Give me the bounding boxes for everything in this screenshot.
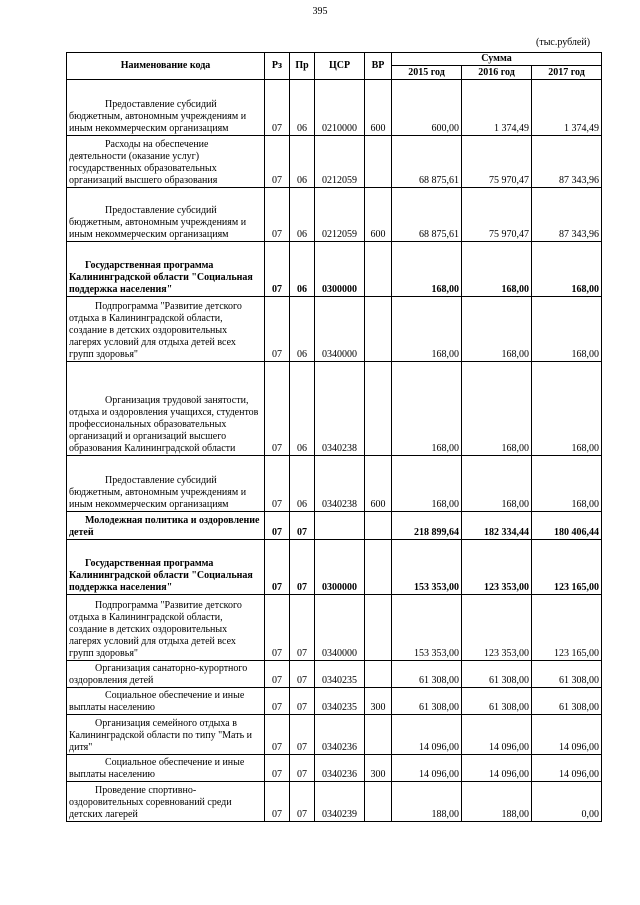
row-pr: 07: [290, 715, 315, 755]
row-csr: 0340235: [315, 688, 365, 715]
row-vr: [365, 595, 392, 661]
row-2017: 87 343,96: [532, 136, 602, 188]
row-pr: 07: [290, 595, 315, 661]
table-row: [67, 661, 602, 688]
row-rz: 07: [265, 782, 290, 822]
row-name: Социальное обеспечение и иные выплаты населению: [67, 688, 265, 715]
row-name: Молодежная политика и оздоровление детей: [67, 512, 265, 540]
row-2016: 61 308,00: [462, 661, 532, 688]
row-name: Подпрограмма "Развитие детского отдыха в Калининградской области, создание в детских оздоровительных лагерях условий для отдыха детей всех групп здоровья": [67, 595, 265, 661]
header-vr: ВР: [365, 53, 392, 80]
row-vr: [365, 242, 392, 297]
row-csr: 0212059: [315, 188, 365, 242]
header-rz: Рз: [265, 53, 290, 80]
row-2015: 14 096,00: [392, 755, 462, 782]
row-name: Проведение спортивно-оздоровительных соревнований среди детских лагерей: [67, 782, 265, 822]
row-name: Организация семейного отдыха в Калининградской области по типу "Мать и дитя": [67, 715, 265, 755]
row-2015: 153 353,00: [392, 595, 462, 661]
row-2015: 153 353,00: [392, 540, 462, 595]
row-pr: 06: [290, 80, 315, 136]
row-2015: 218 899,64: [392, 512, 462, 540]
row-2017: 61 308,00: [532, 688, 602, 715]
row-2016: 75 970,47: [462, 188, 532, 242]
row-pr: 06: [290, 456, 315, 512]
row-csr: 0210000: [315, 80, 365, 136]
row-vr: [365, 540, 392, 595]
row-rz: 07: [265, 595, 290, 661]
row-vr: [365, 715, 392, 755]
row-2016: 1 374,49: [462, 80, 532, 136]
row-csr: 0212059: [315, 136, 365, 188]
row-2016: 14 096,00: [462, 715, 532, 755]
row-2015: 61 308,00: [392, 661, 462, 688]
header-year-2017: 2017 год: [532, 66, 602, 80]
row-pr: 06: [290, 136, 315, 188]
row-pr: 06: [290, 297, 315, 362]
row-2016: 168,00: [462, 242, 532, 297]
row-2015: 61 308,00: [392, 688, 462, 715]
row-pr: 07: [290, 512, 315, 540]
row-pr: 07: [290, 782, 315, 822]
row-2017: 87 343,96: [532, 188, 602, 242]
row-vr: [365, 136, 392, 188]
table-row: [67, 456, 602, 512]
budget-table: [66, 52, 602, 822]
row-csr: 0300000: [315, 242, 365, 297]
table-row: [67, 136, 602, 188]
table-row: [67, 688, 602, 715]
row-pr: 06: [290, 242, 315, 297]
row-rz: 07: [265, 362, 290, 456]
row-name: Предоставление субсидий бюджетным, автономным учреждениям и иным некоммерческим организациям: [67, 188, 265, 242]
row-2015: 168,00: [392, 456, 462, 512]
row-csr: 0340236: [315, 715, 365, 755]
row-pr: 07: [290, 688, 315, 715]
table-row: [67, 512, 602, 540]
row-rz: 07: [265, 512, 290, 540]
header-year-2016: 2016 год: [462, 66, 532, 80]
row-name: Предоставление субсидий бюджетным, автономным учреждениям и иным некоммерческим организациям: [67, 80, 265, 136]
row-vr: 600: [365, 456, 392, 512]
header-year-2015: 2015 год: [392, 66, 462, 80]
row-2017: 61 308,00: [532, 661, 602, 688]
row-2016: 188,00: [462, 782, 532, 822]
row-2016: 168,00: [462, 362, 532, 456]
row-name: Предоставление субсидий бюджетным, автономным учреждениям и иным некоммерческим организациям: [67, 456, 265, 512]
row-2015: 14 096,00: [392, 715, 462, 755]
row-2017: 168,00: [532, 456, 602, 512]
row-2015: 68 875,61: [392, 188, 462, 242]
row-vr: [365, 782, 392, 822]
table-row: [67, 782, 602, 822]
row-csr: 0340236: [315, 755, 365, 782]
row-2015: 168,00: [392, 362, 462, 456]
table-row: [67, 80, 602, 136]
row-2015: 68 875,61: [392, 136, 462, 188]
row-pr: 06: [290, 362, 315, 456]
row-name: Расходы на обеспечение деятельности (оказание услуг) государственных образовательных организаций высшего образования: [67, 136, 265, 188]
row-rz: 07: [265, 715, 290, 755]
header-pr: Пр: [290, 53, 315, 80]
row-2017: 123 165,00: [532, 540, 602, 595]
row-name: Государственная программа Калининградской области "Социальная поддержка населения": [67, 540, 265, 595]
row-vr: [365, 297, 392, 362]
row-rz: 07: [265, 456, 290, 512]
row-vr: [365, 362, 392, 456]
row-csr: 0340238: [315, 362, 365, 456]
row-name: Организация санаторно-курортного оздоровления детей: [67, 661, 265, 688]
row-csr: 0340239: [315, 782, 365, 822]
row-name: Государственная программа Калининградской области "Социальная поддержка населения": [67, 242, 265, 297]
row-2017: 14 096,00: [532, 715, 602, 755]
row-name: Социальное обеспечение и иные выплаты населению: [67, 755, 265, 782]
row-2015: 188,00: [392, 782, 462, 822]
row-rz: 07: [265, 188, 290, 242]
row-2017: 168,00: [532, 242, 602, 297]
row-2015: 600,00: [392, 80, 462, 136]
row-pr: 07: [290, 661, 315, 688]
row-vr: 600: [365, 188, 392, 242]
row-2015: 168,00: [392, 297, 462, 362]
row-name: Организация трудовой занятости, отдыха и оздоровления учащихся, студентов профессиональных образовательных организаций и организаций высшего образования Калининградской области: [67, 362, 265, 456]
row-csr: 0340000: [315, 297, 365, 362]
row-rz: 07: [265, 661, 290, 688]
row-rz: 07: [265, 297, 290, 362]
row-vr: 300: [365, 755, 392, 782]
row-2016: 168,00: [462, 456, 532, 512]
table-row: [67, 188, 602, 242]
row-2016: 168,00: [462, 297, 532, 362]
row-2016: 14 096,00: [462, 755, 532, 782]
row-2016: 61 308,00: [462, 688, 532, 715]
row-csr: 0300000: [315, 540, 365, 595]
row-2016: 123 353,00: [462, 540, 532, 595]
row-rz: 07: [265, 540, 290, 595]
row-rz: 07: [265, 688, 290, 715]
row-2016: 75 970,47: [462, 136, 532, 188]
header-sum: Сумма: [392, 53, 602, 66]
row-name: Подпрограмма "Развитие детского отдыха в Калининградской области, создание в детских оздоровительных лагерях условий для отдыха детей всех групп здоровья": [67, 297, 265, 362]
row-vr: 600: [365, 80, 392, 136]
row-csr: [315, 512, 365, 540]
row-2017: 14 096,00: [532, 755, 602, 782]
row-2017: 0,00: [532, 782, 602, 822]
row-vr: [365, 661, 392, 688]
row-rz: 07: [265, 242, 290, 297]
row-2017: 168,00: [532, 297, 602, 362]
row-2017: 168,00: [532, 362, 602, 456]
row-2016: 182 334,44: [462, 512, 532, 540]
row-2017: 123 165,00: [532, 595, 602, 661]
row-pr: 07: [290, 540, 315, 595]
page-number: 395: [312, 6, 328, 17]
row-2017: 180 406,44: [532, 512, 602, 540]
row-vr: [365, 512, 392, 540]
row-rz: 07: [265, 755, 290, 782]
row-rz: 07: [265, 80, 290, 136]
table-row: [67, 715, 602, 755]
header-name: Наименование кода: [67, 53, 265, 80]
table-row: [67, 755, 602, 782]
row-pr: 06: [290, 188, 315, 242]
row-pr: 07: [290, 755, 315, 782]
row-csr: 0340238: [315, 456, 365, 512]
row-rz: 07: [265, 136, 290, 188]
row-2015: 168,00: [392, 242, 462, 297]
row-csr: 0340235: [315, 661, 365, 688]
table-row: [67, 362, 602, 456]
row-vr: 300: [365, 688, 392, 715]
row-csr: 0340000: [315, 595, 365, 661]
table-row: [67, 242, 602, 297]
table-row: [67, 595, 602, 661]
table-row: [67, 297, 602, 362]
row-2016: 123 353,00: [462, 595, 532, 661]
table-row: [67, 540, 602, 595]
header-csr: ЦСР: [315, 53, 365, 80]
row-2017: 1 374,49: [532, 80, 602, 136]
units-label: (тыс.рублей): [536, 37, 591, 48]
